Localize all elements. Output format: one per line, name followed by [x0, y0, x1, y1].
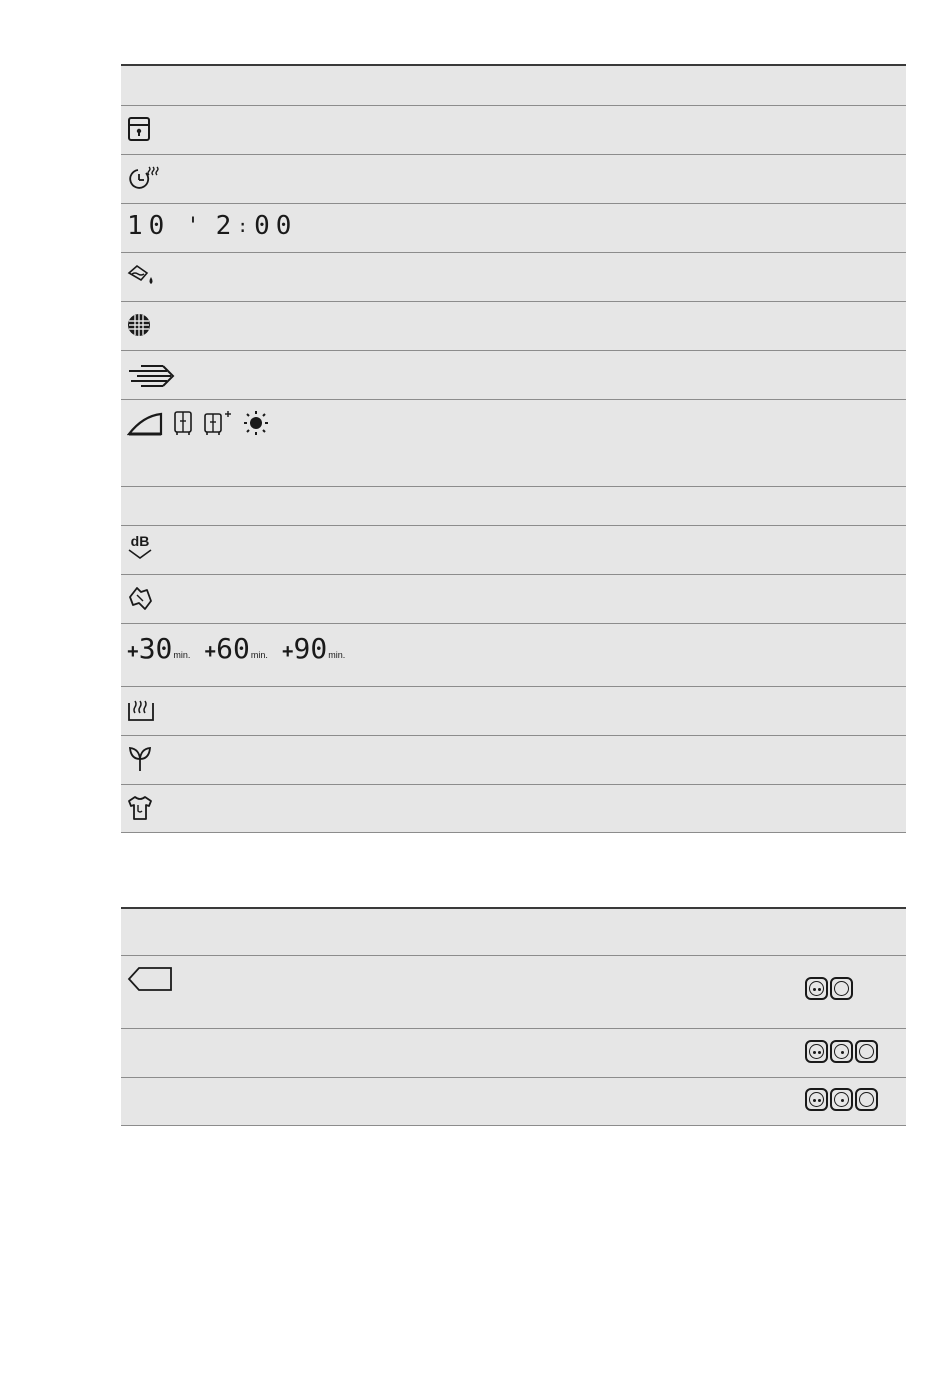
- time-digits-min: 00: [254, 211, 298, 241]
- extension-60: [204, 632, 267, 665]
- table-row: [121, 400, 906, 487]
- child-lock-icon: [127, 116, 151, 142]
- time-display: [127, 211, 297, 241]
- anti-crease-icon: [127, 585, 155, 611]
- extension-30: [127, 632, 190, 665]
- dry-level-symbols: [805, 1040, 878, 1063]
- airflow-arrow-icon: [127, 363, 177, 387]
- table-row: [121, 487, 906, 526]
- table-row: [121, 1029, 906, 1078]
- table-row: [121, 956, 906, 1029]
- eco-leaf-icon: [127, 745, 153, 773]
- shirt-icon: [127, 795, 153, 821]
- table-row: [121, 624, 906, 687]
- plus-sign: +: [127, 641, 139, 663]
- one-dot-circle-icon: [830, 1088, 853, 1111]
- table-header-row: [121, 64, 906, 106]
- low-noise-icon: [127, 534, 153, 560]
- label-tag-icon: [127, 966, 173, 992]
- table-row: [121, 785, 906, 833]
- delay-start-icon: [127, 165, 163, 191]
- table-row: [121, 351, 906, 400]
- plus-sign: +: [281, 641, 294, 663]
- empty-circle-icon: [855, 1040, 878, 1063]
- two-dot-circle-icon: [805, 977, 828, 1000]
- empty-circle-icon: [855, 1088, 878, 1111]
- time-tick: ': [186, 213, 200, 239]
- table-row: [121, 575, 906, 624]
- dry-level-symbols: [805, 977, 853, 1000]
- dry-level-symbols: [805, 1088, 878, 1111]
- table-row: [121, 302, 906, 351]
- table-row: [121, 1078, 906, 1126]
- table-row: [121, 736, 906, 785]
- time-colon: :: [237, 215, 249, 237]
- extension-unit: min.: [328, 650, 346, 660]
- extension-unit: min.: [250, 650, 268, 660]
- table-row: [121, 106, 906, 155]
- plus-sign: +: [204, 641, 217, 663]
- extension-90: [282, 632, 345, 665]
- extension-value: 60: [216, 632, 250, 665]
- dryness-level-icons: [127, 410, 269, 436]
- table-row: [121, 253, 906, 302]
- extension-value: 90: [293, 632, 328, 665]
- table-row: [121, 687, 906, 736]
- two-dot-circle-icon: [805, 1088, 828, 1111]
- table-row: [121, 204, 906, 253]
- consumption-table: [121, 907, 906, 1126]
- table-header-row: [121, 907, 906, 956]
- table-row: [121, 526, 906, 575]
- extra-dry-sun-icon: [243, 410, 269, 436]
- cupboard-dry-plus-icon: [203, 410, 233, 436]
- two-dot-circle-icon: [805, 1040, 828, 1063]
- time-digits-hours: 10: [127, 211, 171, 241]
- time-digits-mid: 2: [215, 211, 232, 241]
- one-dot-circle-icon: [830, 1040, 853, 1063]
- cupboard-dry-icon: [173, 410, 193, 436]
- table-row: [121, 155, 906, 204]
- db-label: dB: [130, 533, 150, 549]
- warm-heat-icon: [127, 697, 155, 723]
- water-container-icon: [127, 263, 157, 289]
- options-table: [121, 64, 906, 833]
- iron-dry-icon: [127, 412, 163, 436]
- empty-circle-icon: [830, 977, 853, 1000]
- extension-unit: min.: [173, 650, 191, 660]
- cleaning-globe-icon: [127, 312, 153, 338]
- extension-value: 30: [138, 632, 173, 665]
- time-extension-display: [127, 632, 345, 665]
